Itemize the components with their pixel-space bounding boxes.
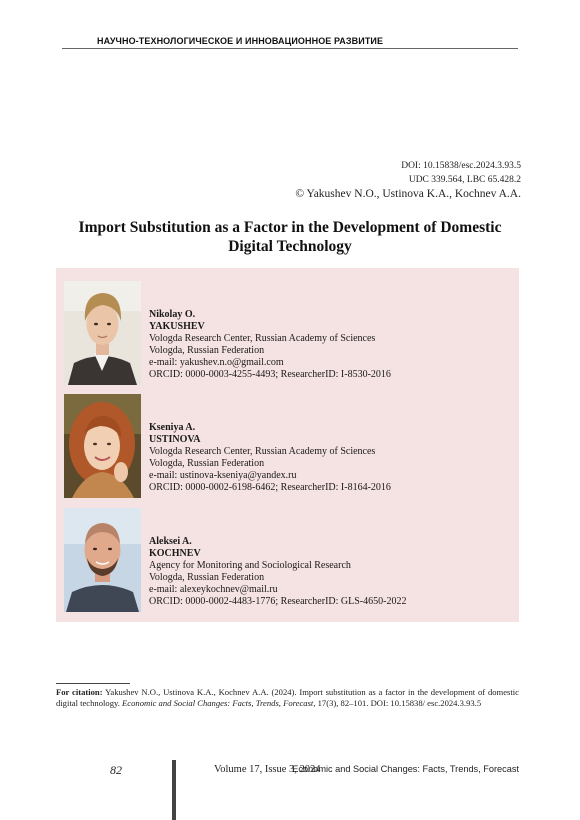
udc-lbc: UDC 339.564, LBC 65.428.2: [408, 175, 521, 185]
citation-authors: Yakushev N.O., Ustinova K.A., Kochnev A.A. (2024). Import substitution as a factor in the development of domestic digital technology.: [56, 687, 519, 708]
author-surname: YAKUSHEV: [149, 321, 205, 332]
author-email[interactable]: e-mail: ustinova-kseniya@yandex.ru: [149, 470, 297, 481]
citation-footnote: [56, 687, 519, 709]
author-location: Vologda, Russian Federation: [149, 458, 265, 469]
author-card: [64, 508, 514, 616]
author-affiliation: Vologda Research Center, Russian Academy of Sciences: [149, 446, 376, 457]
author-location: Vologda, Russian Federation: [149, 345, 265, 356]
author-name: Kseniya A.: [149, 422, 196, 433]
journal-name: Economic and Social Changes: Facts, Trends, Forecast: [292, 764, 519, 774]
journal-section-header: НАУЧНО-ТЕХНОЛОГИЧЕСКОЕ И ИННОВАЦИОННОЕ РАЗВИТИЕ: [97, 36, 384, 46]
citation-details: , 17(3), 82–101. DOI: 10.15838/ esc.2024.3.93.5: [313, 698, 482, 708]
author-info: [149, 422, 391, 494]
author-location: Vologda, Russian Federation: [149, 572, 265, 583]
article-title-line-1: Import Substitution as a Factor in the Development of Domestic: [78, 219, 502, 236]
footnote-rule: [56, 683, 130, 684]
citation-lead: For citation:: [56, 687, 103, 697]
issue-info: Volume 17, Issue 3, 2024: [214, 764, 321, 775]
author-info: [149, 536, 406, 608]
author-email[interactable]: e-mail: alexeykochnev@mail.ru: [149, 584, 278, 595]
author-ids: ORCID: 0000-0002-4483-1776; ResearcherID: GLS-4650-2022: [149, 596, 407, 607]
author-name: Aleksei A.: [149, 536, 192, 547]
author-ids: ORCID: 0000-0002-6198-6462; ResearcherID: I-8164-2016: [149, 482, 391, 493]
author-surname: KOCHNEV: [149, 548, 201, 559]
citation-journal: Economic and Social Changes: Facts, Trends, Forecast: [122, 698, 314, 708]
author-affiliation: Vologda Research Center, Russian Academy of Sciences: [149, 333, 376, 344]
author-photo: [64, 508, 141, 612]
doi: DOI: 10.15838/esc.2024.3.93.5: [401, 161, 521, 171]
footer-divider: [172, 760, 176, 820]
author-affiliation: Agency for Monitoring and Sociological Research: [149, 560, 351, 571]
page-number: 82: [110, 763, 122, 777]
authors-panel: [56, 268, 519, 622]
author-surname: USTINOVA: [149, 434, 201, 445]
author-name: Nikolay O.: [149, 309, 196, 320]
copyright: © Yakushev N.O., Ustinova K.A., Kochnev A.A.: [295, 188, 521, 200]
author-photo: [64, 281, 141, 385]
article-title-line-2: Digital Technology: [228, 238, 352, 255]
header-rule: [62, 48, 518, 49]
author-email[interactable]: e-mail: yakushev.n.o@gmail.com: [149, 357, 284, 368]
article-title: [60, 218, 520, 256]
author-photo: [64, 394, 141, 498]
author-card: [64, 281, 514, 389]
author-info: [149, 309, 391, 381]
author-card: [64, 394, 514, 502]
author-ids: ORCID: 0000-0003-4255-4493; ResearcherID: I-8530-2016: [149, 369, 391, 380]
